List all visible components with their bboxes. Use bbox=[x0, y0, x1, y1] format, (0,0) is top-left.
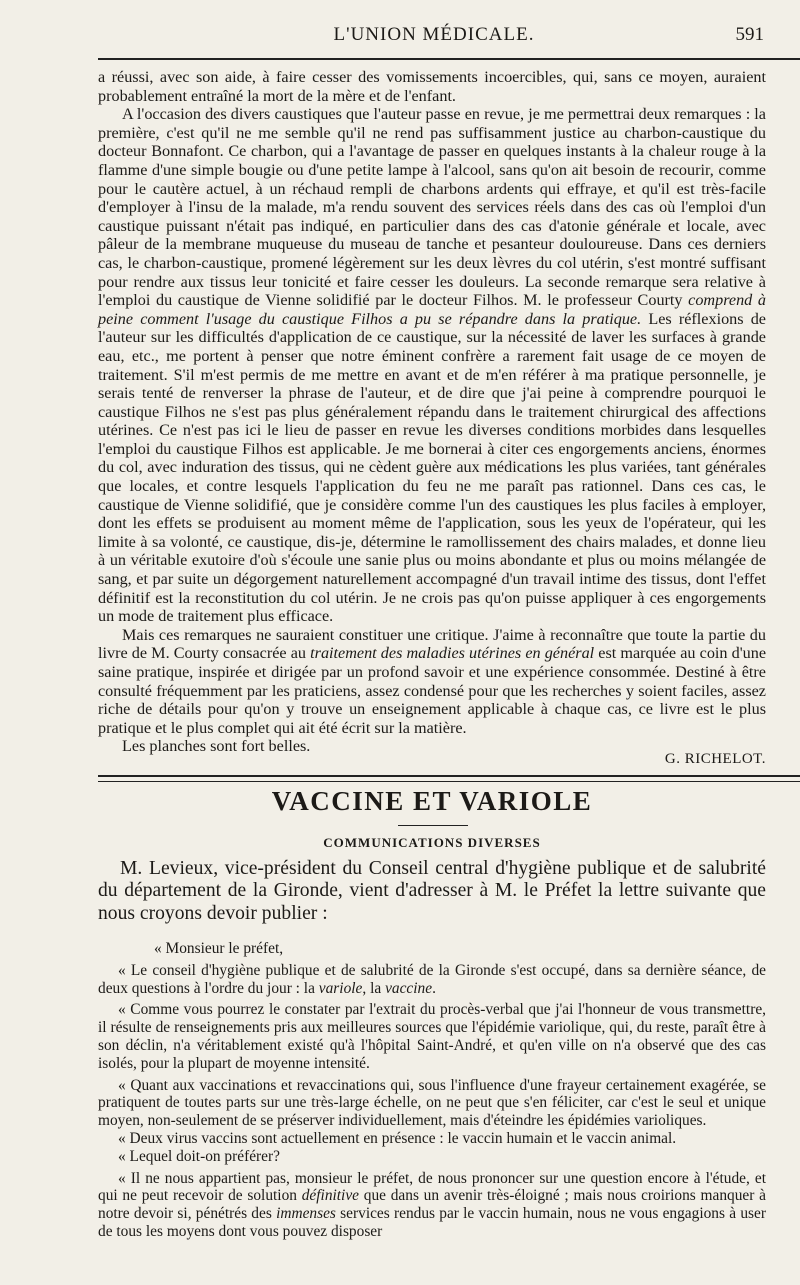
section-lead-paragraph: M. Levieux, vice-président du Conseil central d'hygiène publique et de salubrité du département de la Gironde, vient d'adresser à M. le Préfet la lettre suivante que nous croyons devoir publier : bbox=[98, 858, 766, 924]
letter-paragraph: « Le conseil d'hygiène publique et de salubrité de la Gironde s'est occupé, dans sa dernière séance, de deux questions à l'ordre du jour : la variole, la vaccine. bbox=[98, 961, 766, 997]
section-title: VACCINE ET VARIOLE bbox=[271, 786, 593, 816]
letter-paragraph: « Quant aux vaccinations et revaccinations qui, sous l'influence d'une frayeur certainement exagérée, se pratiquent de toutes parts sur une très-large échelle, on ne peut que s'en féliciter, car c'est le seul et unique moyen, non-seulement de se préserver individuellement, mais d'éteindre les épidémies varioliques. bbox=[98, 1076, 766, 1130]
letter-paragraph: « Lequel doit-on préférer? bbox=[118, 1147, 280, 1165]
article-paragraph: Les planches sont fort belles. bbox=[122, 737, 311, 756]
section-double-rule-thin bbox=[98, 781, 800, 782]
letter-paragraph: « Comme vous pourrez le constater par l'extrait du procès-verbal que j'ai l'honneur de vous transmettre, il résulte de renseignements pris aux meilleures sources que l'épidémie variolique, qui, du reste, paraît être à son déclin, n'a véritablement existé qu'à l'hôpital Saint-André, et qu'en ville on n'a observé que des cas isolés, pour la plupart de moyenne intensité. bbox=[98, 1001, 766, 1072]
title-divider bbox=[398, 825, 468, 826]
header-rule bbox=[98, 58, 800, 60]
book-review-article bbox=[98, 68, 766, 756]
article-paragraph: A l'occasion des divers caustiques que l'auteur passe en revue, je me permettrai deux remarques : la première, c'est qu'il ne me semble qu'il ne rend pas suffisamment justice au charbon-caustique du docteur Bonnafont. Ce charbon, qui a l'avantage de passer en quelques instants à la chaleur rouge à la flamme d'une simple bougie ou d'une petite lampe à l'alcool, sans qu'on ait besoin de recourir, comme pour le cautère actuel, à un réchaud rempli de charbons ardents qui effraye, et qu'il est très-facile d'employer à l'insu de la malade, m'a rendu souvent des services réels dans des cas où l'emploi d'un caustique puissant n'était pas indiqué, en particulier dans des cas d'atonie générale et locale, avec pâleur de la membrane muqueuse du museau de tanche et pesanteur douloureuse. Dans ces derniers cas, le charbon-caustique, promené légèrement sur les deux lèvres du col utérin, s'est montré suffisant pour rendre aux tissus leur tonicité et faire cesser les douleurs. La seconde remarque sera relative à l'emploi du caustique de Vienne solidifié par le docteur Filhos. M. le professeur Courty comprend à peine comment l'usage du caustique Filhos a pu se répandre dans la pratique. Les réflexions de l'auteur sur les difficultés d'application de ce caustique, sur la nécessité de laver les surfaces à grande eau, etc., me portent à penser que notre éminent confrère a rarement fait usage de ce moyen de traitement. S'il m'est permis de me mettre en avant et de m'en référer à ma pratique personnelle, je serais tenté de renverser la phrase de l'auteur, et de dire que j'ai peine à comprendre pourquoi le caustique Filhos ne s'est pas plus généralement répandu dans le traitement chirurgical des affections utérines. Ce n'est pas ici le lieu de passer en revue les diverses conditions morbides dans lesquelles l'emploi du caustique Filhos est applicable. Je me bornerai à citer ces engorgements anciens, énormes du col, avec induration des tissus, qui ne cèdent guère aux médications les plus variées, tant générales que locales, et contre lesquels l'application du feu ne me paraît pas rationnel. Dans ces cas, le caustique de Vienne solidifié, que je considère comme l'un des caustiques les plus faciles à employer, dont les effets se produisent au moment même de l'application, sous les yeux de l'opérateur, qui les limite à sa volonté, ce caustique, dis-je, détermine le ramollissement des chairs malades, et donne lieu à un véritable exutoire d'où s'écoule une sanie plus ou moins abondante et plus ou moins mélangée de sang, et par suite un dégorgement naturellement accompagné d'un travail intime des tissus, dont l'effet définitif est la reconstitution du col utérin. Je ne crois pas qu'on puisse appliquer à ces engorgements un mode de traitement plus efficace. bbox=[98, 105, 766, 626]
article-paragraph: a réussi, avec son aide, à faire cesser des vomissements incoercibles, qui, sans ce moyen, auraient probablement entraîné la mort de la mère et de l'enfant. bbox=[98, 68, 766, 105]
section-subtitle: COMMUNICATIONS DIVERSES bbox=[323, 835, 541, 850]
article-paragraph: Mais ces remarques ne sauraient constituer une critique. J'aime à reconnaître que toute la partie du livre de M. Courty consacrée au traitement des maladies utérines en général est marquée au coin d'une saine pratique, inspirée et dirigée par un profond savoir et une expérience consommée. Destiné à être consulté fréquemment par les praticiens, assez condensé pour que les recherches y soient faciles, assez riche de détails pour qu'on y trouve un enseignement applicable à chaque cas, ce livre est le plus pratique et le plus complet qui ait été écrit sur la matière. bbox=[98, 625, 766, 737]
page-number: 591 bbox=[735, 24, 764, 45]
letter-paragraph: « Deux virus vaccins sont actuellement en présence : le vaccin humain et le vaccin animal. bbox=[118, 1129, 677, 1147]
letter-paragraph: « Il ne nous appartient pas, monsieur le préfet, de nous prononcer sur une question encore à l'étude, et qui ne peut recevoir de solution définitive que dans un avenir très-éloigné ; mais nous croirions manquer à notre devoir si, pénétrés des immenses services rendus par le vaccin humain, nous ne vous engagions à user de tous les moyens dont vous pouvez disposer bbox=[98, 1169, 766, 1240]
page-header bbox=[98, 20, 770, 50]
prefect-letter bbox=[98, 940, 766, 1241]
letter-salutation: « Monsieur le préfet, bbox=[154, 940, 284, 957]
section-double-rule bbox=[98, 775, 800, 777]
author-signature: G. RICHELOT. bbox=[664, 751, 766, 767]
running-title: L'UNION MÉDICALE. bbox=[333, 24, 535, 45]
